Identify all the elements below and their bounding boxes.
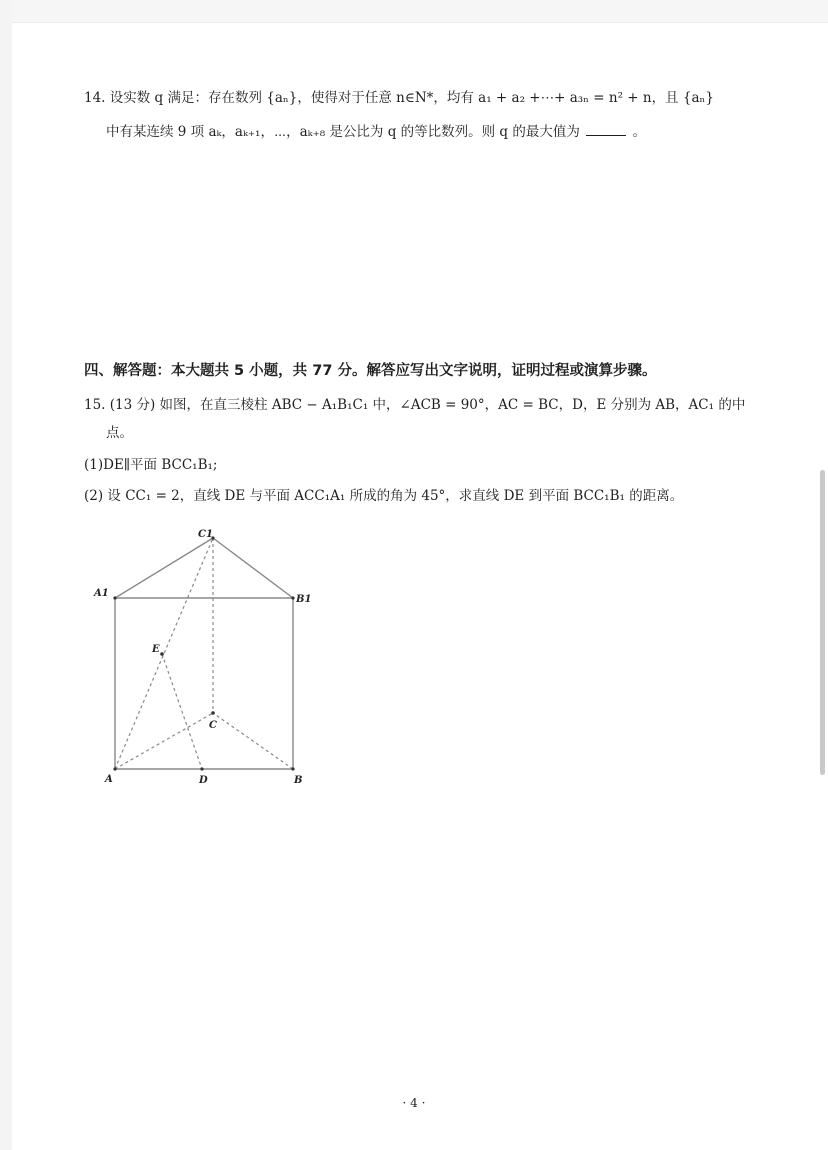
viewer-left-edge <box>0 0 12 1150</box>
scrollbar-thumb[interactable] <box>820 470 825 775</box>
label-d: D <box>199 775 208 786</box>
label-a1: A1 <box>94 588 109 599</box>
q14-line2-end: 。 <box>632 124 646 140</box>
vertex-a <box>113 767 116 770</box>
viewer-top-bar <box>0 0 828 23</box>
label-e: E <box>152 644 160 655</box>
vertex-a1 <box>113 596 116 599</box>
edge-b-c <box>213 713 293 769</box>
vertex-c <box>211 711 215 715</box>
section-heading: 四、解答题：本大题共 5 小题，共 77 分。解答应写出文字说明，证明过程或演算步骤。 <box>84 363 657 379</box>
label-a: A <box>105 774 113 785</box>
edge-a-c1 <box>115 538 213 769</box>
vertex-e <box>160 652 164 656</box>
page-number: · 4 · <box>402 1096 426 1110</box>
label-c: C <box>209 720 217 731</box>
q15-line2: 点。 <box>106 425 133 441</box>
edge-a-c <box>115 713 213 769</box>
edge-c1-b1 <box>213 538 293 598</box>
segment-d-e <box>162 654 202 769</box>
q14-line1: 14. 设实数 q 满足：存在数列 {aₙ}，使得对于任意 n∈N*，均有 a₁ + a₂ +⋯+ a₃ₙ = n² + n，且 {aₙ} <box>84 90 714 106</box>
edge-c1-a1 <box>115 538 213 598</box>
q15-part1: (1)DE∥平面 BCC₁B₁; <box>84 457 218 473</box>
q14-line2-text: 中有某连续 9 项 aₖ，aₖ₊₁，⋯，aₖ₊₈ 是公比为 q 的等比数列。则 q 的最大值为 <box>106 124 580 140</box>
q15-part2: (2) 设 CC₁ = 2，直线 DE 与平面 ACC₁A₁ 所成的角为 45°，求直线 DE 到平面 BCC₁B₁ 的距离。 <box>84 488 684 504</box>
q14-line2 <box>106 122 758 142</box>
prism-figure <box>88 520 328 790</box>
label-b: B <box>294 775 303 786</box>
q15-line1: 15. (13 分) 如图，在直三棱柱 ABC − A₁B₁C₁ 中，∠ACB = 90°，AC = BC，D，E 分别为 AB，AC₁ 的中 <box>84 397 746 413</box>
vertex-b1 <box>291 596 294 599</box>
label-b1: B1 <box>296 594 312 605</box>
label-c1: C1 <box>198 529 213 540</box>
vertex-b <box>291 767 294 770</box>
vertex-d <box>200 767 203 770</box>
answer-blank <box>586 123 626 136</box>
